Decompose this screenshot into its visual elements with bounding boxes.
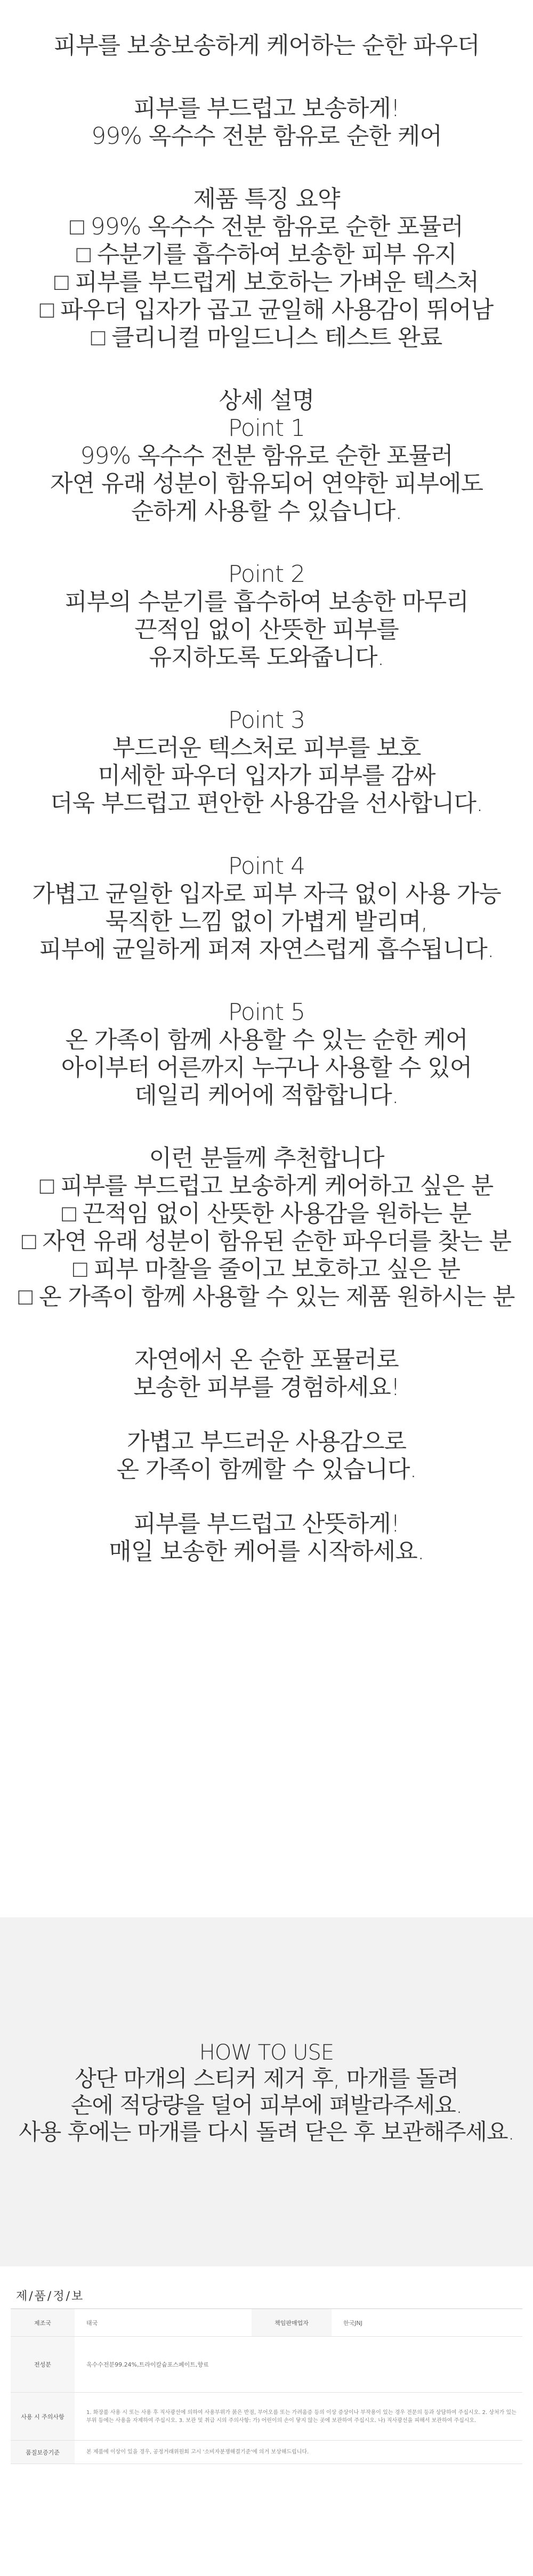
headline-line: 피부를 부드럽고 보송하게! [133,95,400,122]
summary-item: □ 파우더 입자가 곱고 균일해 사용감이 뛰어남 [39,296,494,323]
ingredients-value: 옥수수전분99.24%,트라이칼슘포스페이트,향료 [75,2337,522,2393]
how-to-use-line: 사용 후에는 마개를 다시 돌려 닫은 후 보관해주세요. [19,2119,514,2145]
point-text: 99% 옥수수 전분 함유로 순한 포뮬러 [80,442,453,469]
point-text: 아이부터 어른까지 누구나 사용할 수 있어 [61,1054,472,1081]
recommend-item: □ 끈적임 없이 산뜻한 사용감을 원하는 분 [62,1200,471,1227]
point-text: 순하게 사용할 수 있습니다. [131,498,402,525]
intro-text: 피부를 보송보송하게 케어하는 순한 파우더 [53,32,480,59]
how-to-use-line: 손에 적당량을 덜어 피부에 펴발라주세요. [70,2092,463,2118]
product-info-table [11,2308,522,2464]
seller-value: 한국JNJ [332,2309,522,2337]
how-to-use-title: HOW TO USE [199,2040,334,2065]
product-info-title: 제/품/정/보 [16,2290,85,2303]
point-text: 더욱 부드럽고 편안한 사용감을 선사합니다. [50,790,483,817]
how-to-use-section [0,1917,533,2266]
table-row [11,2393,522,2441]
how-to-use-line: 상단 마개의 스티커 제거 후, 마개를 돌려 [75,2065,458,2092]
recommend-item: □ 온 가족이 함께 사용할 수 있는 제품 원하시는 분 [18,1283,515,1310]
ingredients-label: 전성분 [11,2337,75,2393]
point-text: 피부의 수분기를 흡수하여 보송한 마무리 [64,588,469,615]
recommend-title: 이런 분들께 추천합니다 [149,1145,384,1172]
seller-label: 책임판매업자 [252,2309,332,2337]
table-row [11,2441,522,2464]
summary-item: □ 수분기를 흡수하여 보송한 피부 유지 [76,241,457,268]
closing-line: 보송한 피부를 경험하세요! [133,1374,400,1401]
point-label: Point 4 [228,853,305,880]
point-text: 자연 유래 성분이 함유되어 연약한 피부에도 [50,470,483,497]
table-row [11,2309,522,2337]
point-text: 부드러운 텍스처로 피부를 보호 [112,734,421,762]
point-text: 데일리 케어에 적합합니다. [134,1082,399,1109]
closing-line: 자연에서 온 순한 포뮬러로 [134,1346,399,1373]
recommend-item: □ 자연 유래 성분이 함유된 순한 파우더를 찾는 분 [21,1228,512,1255]
summary-item: □ 99% 옥수수 전분 함유로 순한 포뮬러 [70,213,463,240]
headline-line: 99% 옥수수 전분 함유로 순한 케어 [91,123,442,150]
point-text: 유지하도록 도와줍니다. [149,644,384,671]
closing-line: 가볍고 부드러운 사용감으로 [126,1428,407,1455]
maker-label: 제조국 [11,2309,75,2337]
quality-value: 본 제품에 이상이 있을 경우, 공정거래위원회 고시 '소비자분쟁해결기준'에 의거 보상해드립니다. [75,2441,522,2464]
summary-item: □ 클리니컬 마일드니스 테스트 완료 [91,324,442,351]
summary-title: 제품 특징 요약 [193,185,340,213]
detail-title: 상세 설명 [219,387,314,414]
point-label: Point 2 [228,561,305,588]
point-text: 피부에 균일하게 퍼져 자연스럽게 흡수됩니다. [39,936,494,963]
point-label: Point 5 [228,999,305,1026]
recommend-item: □ 피부 마찰을 줄이고 보호하고 싶은 분 [72,1255,461,1283]
caution-label: 사용 시 주의사항 [11,2393,75,2441]
point-label: Point 1 [228,415,305,442]
closing-line: 온 가족이 함께할 수 있습니다. [116,1456,417,1483]
point-text: 끈적임 없이 산뜻한 피부를 [134,616,399,643]
closing-line: 피부를 부드럽고 산뜻하게! [133,1510,400,1537]
maker-value: 태국 [75,2309,252,2337]
point-text: 가볍고 균일한 입자로 피부 자극 없이 사용 가능 [32,880,501,908]
table-row [11,2337,522,2393]
point-text: 미세한 파우더 입자가 피부를 감싸 [98,762,435,789]
summary-item: □ 피부를 부드럽게 보호하는 가벼운 텍스처 [54,269,479,296]
caution-value: 1. 화장품 사용 시 또는 사용 후 직사광선에 의하여 사용부위가 붉은 반점, 부어오름 또는 가려움증 등의 이상 증상이나 부작용이 있는 경우 전문의 등과 상담하여 주십시오. 2. 상처가 있는 부위 등에는 사용을 자제하여 주십시오. 3. 보관 및 취급 시의 주의사항: 가) 어린이의 손이 닿지 않는 곳에 보관하여 주십시오. 나) 직사광선을 피해서 보관하여 주십시오. [75,2393,522,2441]
point-text: 묵직한 느낌 없이 가볍게 발리며, [105,908,428,935]
recommend-item: □ 피부를 부드럽고 보송하게 케어하고 싶은 분 [39,1172,494,1200]
point-label: Point 3 [228,707,305,734]
point-text: 온 가족이 함께 사용할 수 있는 순한 케어 [65,1026,468,1054]
closing-line: 매일 보송한 케어를 시작하세요. [109,1538,424,1565]
quality-label: 품질보증기준 [11,2441,75,2464]
